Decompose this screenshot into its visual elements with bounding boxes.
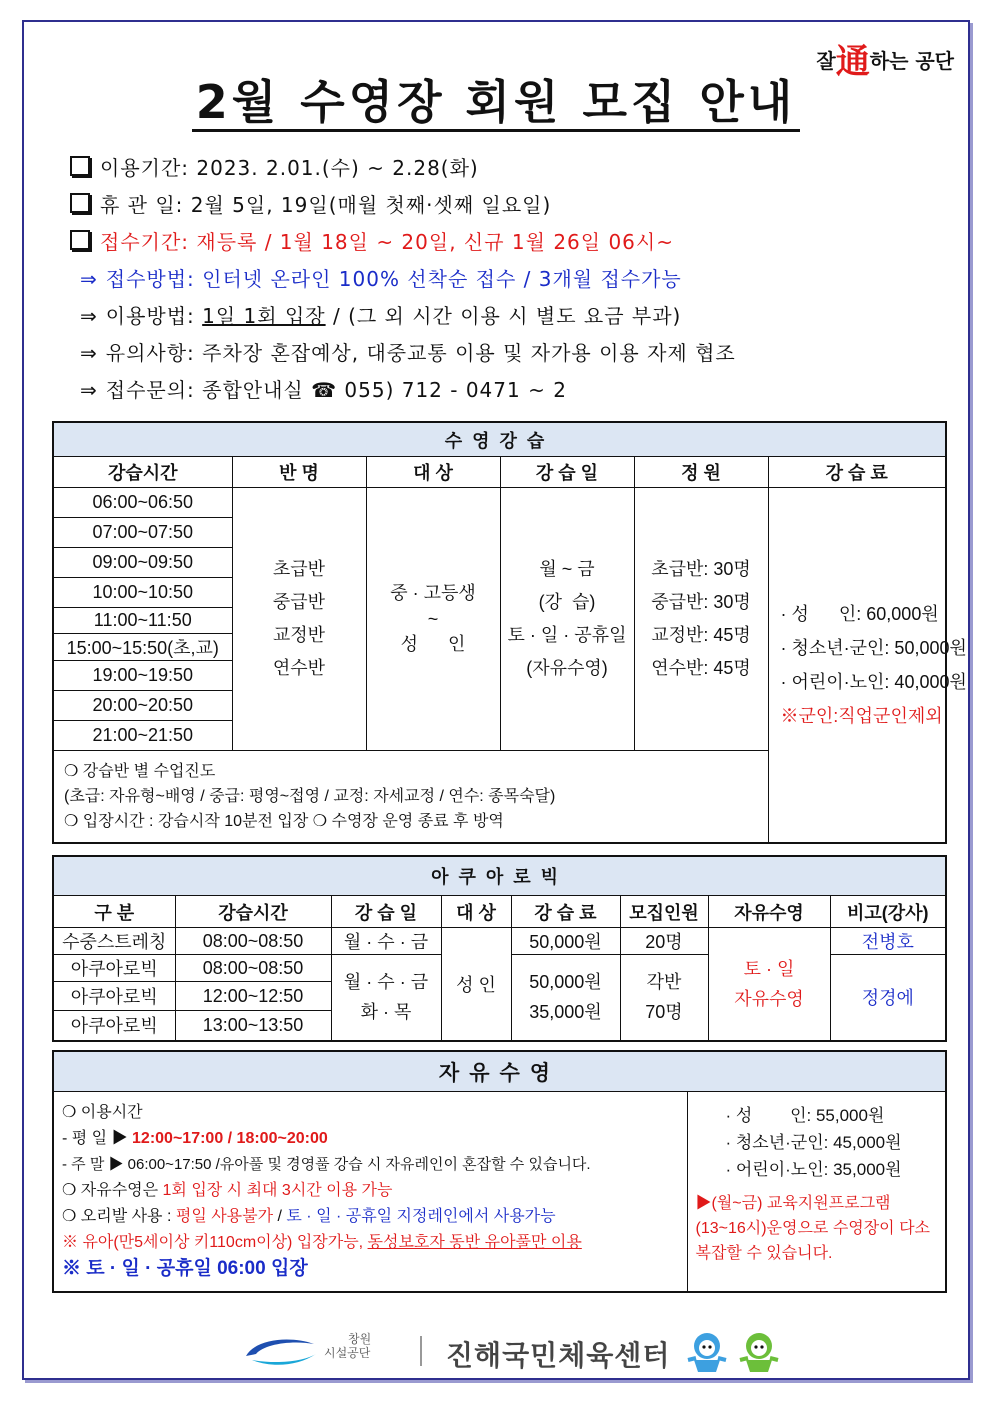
col-header: 구 분: [53, 896, 175, 928]
col-header: 비고(강사): [830, 896, 946, 928]
program-name: 수중스트레칭: [53, 928, 175, 955]
arrow-icon: ⇒: [80, 378, 98, 402]
mascot-green-icon: [736, 1330, 782, 1374]
checkbox-icon: [70, 156, 90, 176]
col-header: 강습시간: [175, 896, 331, 928]
info-holiday: 휴 관 일: 2월 5일, 19일(매월 첫째·셋째 일요일): [70, 187, 736, 224]
class-names: 초급반 중급반 교정반 연수반: [232, 488, 366, 751]
lesson-time: 19:00~19:50: [53, 661, 232, 691]
slogan: 잘通하는 공단: [816, 42, 954, 82]
swim-lessons-table: [52, 421, 967, 844]
info-period: 이용기간: 2023. 2.01.(수) ~ 2.28(화): [70, 150, 736, 187]
arrow-icon: ⇒: [80, 341, 98, 365]
info-list: [70, 150, 736, 409]
target-group: 중 · 고등생 ~ 성 인: [366, 488, 500, 751]
page-title: 2월 수영장 회원 모집 안내: [0, 66, 992, 132]
col-header: 자유수영: [708, 896, 830, 928]
free-swim-notes: ❍ 이용시간 - 평 일 ▶ 12:00~17:00 / 18:00~20:00 - 주 말 ▶ 06:00~17:50 /유아풀 및 경영풀 강습 시 자유레인이 혼잡할 수 있습니다. ❍ 자유수영은 1회 입장 시 최대 3시간 이용 가능 ❍ 오리발 사용 : 평일 사용불가 / 토 · 일 · 공휴일 지정레인에서 사용가능 ※ 유아(만5세이상 키110cm이상) 입장가능, 동성보호자 동반 유아풀만 이용 ※ 토 · 일 · 공휴일 06:00 입장: [53, 1092, 687, 1292]
program-time: 08:00~08:50: [175, 955, 331, 982]
col-header: 대 상: [366, 457, 500, 488]
free-swim-notice: ▶(월~금) 교육지원프로그램 (13~16시)운영으로 수영장이 다소 복잡할 수 있습니다.: [695, 1195, 931, 1262]
section-title: 자유수영: [53, 1051, 946, 1092]
col-header: 강습시간: [53, 457, 232, 488]
program-time: 12:00~12:50: [175, 982, 331, 1011]
program-capacity: 20명: [620, 928, 708, 955]
lesson-time: 20:00~20:50: [53, 691, 232, 721]
col-header: 반 명: [232, 457, 366, 488]
program-days: 월 · 수 · 금: [331, 928, 441, 955]
lesson-time: 07:00~07:50: [53, 518, 232, 548]
org-logo-icon: [242, 1334, 320, 1370]
info-caution: ⇒ 유의사항: 주차장 혼잡예상, 대중교통 이용 및 자가용 이용 자제 협조: [80, 341, 736, 365]
free-swim-fees: · 성 인: 55,000원 · 청소년·군인: 45,000원 · 어린이·노인: 35,000원 ▶(월~금) 교육지원프로그램 (13~16시)운영으로 수영장이 다소 복잡할 수 있습니다.: [687, 1092, 946, 1292]
lesson-time: 15:00~15:50(초,교): [53, 634, 232, 661]
program-name: 아쿠아로빅: [53, 955, 175, 982]
program-free-swim: 토 · 일 자유수영: [708, 928, 830, 1041]
info-usage: ⇒ 이용방법: 1일 1회 입장 / (그 외 시간 이용 시 별도 요금 부과): [80, 304, 682, 328]
lesson-notes: ❍ 강습반 별 수업진도 (초급: 자유형~배영 / 중급: 평영~접영 / 교정: 자세교정 / 연수: 종목숙달) ❍ 입장시간 : 강습시작 10분전 입장 ❍ 수영장 운영 종료 후 방역: [53, 751, 768, 844]
lesson-time: 09:00~09:50: [53, 548, 232, 578]
col-header: 강 습 일: [331, 896, 441, 928]
free-swim-table: [52, 1050, 947, 1293]
program-fee: 50,000원 35,000원: [511, 955, 620, 1041]
checkbox-icon: [70, 193, 90, 213]
divider: [420, 1336, 422, 1366]
capacity: 초급반: 30명 중급반: 30명 교정반: 45명 연수반: 45명: [634, 488, 768, 751]
phone-icon: ☎: [311, 378, 338, 402]
program-days: 월 · 수 · 금 화 · 목: [331, 955, 441, 1041]
slogan-highlight: 通: [835, 42, 870, 82]
col-header: 강 습 료: [511, 896, 620, 928]
section-title: 아쿠아로빅: [53, 856, 946, 896]
fee-note: ※군인:직업군인제외: [780, 706, 943, 726]
center-name: 진해국민체육센터: [446, 1339, 671, 1372]
org-name: 창원 시설공단: [324, 1332, 372, 1360]
arrow-icon: ⇒: [80, 267, 98, 291]
lesson-days: 월 ~ 금 (강 습) 토 · 일 · 공휴일 (자유수영): [500, 488, 634, 751]
instructor-name: 전병호: [830, 928, 946, 955]
lesson-time: 21:00~21:50: [53, 721, 232, 751]
col-header: 강 습 료: [768, 457, 946, 488]
instructor-name: 정경에: [830, 955, 946, 1041]
program-target: 성 인: [441, 928, 511, 1041]
lesson-time: 11:00~11:50: [53, 608, 232, 634]
checkbox-icon: [70, 230, 90, 250]
section-title: 수영강습: [53, 422, 946, 457]
program-fee: 50,000원: [511, 928, 620, 955]
info-inquiry: ⇒ 접수문의: 종합안내실 ☎ 055) 712 - 0471 ~ 2: [80, 378, 567, 402]
col-header: 강 습 일: [500, 457, 634, 488]
arrow-icon: ⇒: [80, 304, 98, 328]
info-reception: 접수기간: 재등록 / 1월 18일 ~ 20일, 신규 1월 26일 06시~: [70, 224, 736, 261]
program-capacity: 각반 70명: [620, 955, 708, 1041]
program-name: 아쿠아로빅: [53, 982, 175, 1011]
program-time: 13:00~13:50: [175, 1011, 331, 1041]
lesson-time: 06:00~06:50: [53, 488, 232, 518]
aquarobic-table: [52, 855, 947, 1042]
footer: [0, 1330, 992, 1374]
lesson-fees: · 성 인: 60,000원 · 청소년·군인: 50,000원 · 어린이·노인: 40,000원 ※군인:직업군인제외: [768, 488, 946, 844]
col-header: 대 상: [441, 896, 511, 928]
col-header: 정 원: [634, 457, 768, 488]
program-time: 08:00~08:50: [175, 928, 331, 955]
info-method: ⇒ 접수방법: 인터넷 온라인 100% 선착순 접수 / 3개월 접수가능: [80, 267, 682, 291]
mascot-blue-icon: [684, 1330, 730, 1374]
program-name: 아쿠아로빅: [53, 1011, 175, 1041]
lesson-time: 10:00~10:50: [53, 578, 232, 608]
col-header: 모집인원: [620, 896, 708, 928]
